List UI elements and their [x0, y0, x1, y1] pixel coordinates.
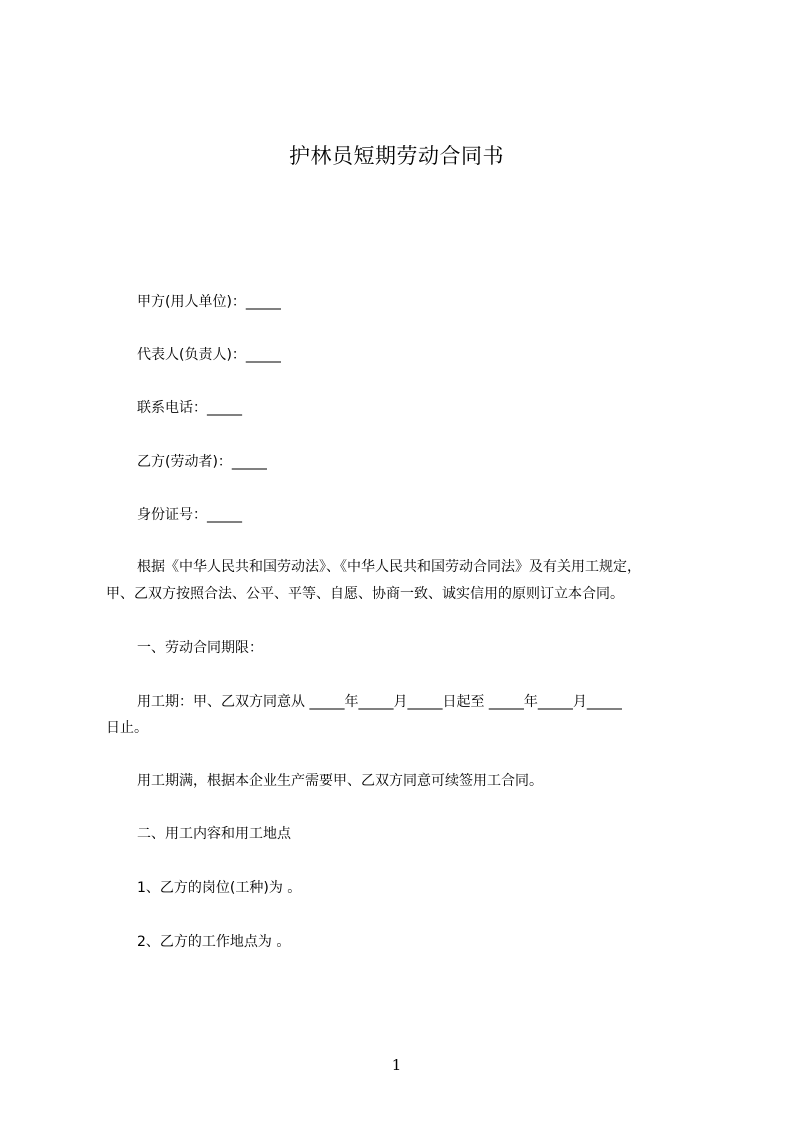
representative-field: 代表人(负责人)：_____ — [137, 347, 281, 363]
party-a-field: 甲方(用人单位)：_____ — [137, 294, 281, 310]
preamble-line-2: 甲、乙双方按照合法、公平、平等、自愿、协商一致、诚实信用的原则订立本合同。 — [106, 586, 624, 602]
document-title: 护林员短期劳动合同书 — [289, 144, 504, 168]
party-b-field: 乙方(劳动者)：_____ — [137, 454, 267, 470]
phone-field: 联系电话：_____ — [137, 400, 242, 416]
section-2-item-1: 1、乙方的岗位(工种)为 。 — [137, 880, 302, 896]
id-number-field: 身份证号：_____ — [137, 507, 242, 523]
section-2-heading: 二、用工内容和用工地点 — [137, 826, 291, 842]
section-1-heading: 一、劳动合同期限： — [137, 640, 263, 656]
section-2-item-2: 2、乙方的工作地点为 。 — [137, 934, 291, 950]
page-number: 1 — [391, 1056, 402, 1074]
preamble-line-1: 根据《中华人民共和国劳动法》、《中华人民共和国劳动合同法》及有关用工规定， — [137, 559, 641, 575]
term-line-1: 用工期：甲、乙双方同意从 _____年_____月_____日起至 _____年_____月_____ — [137, 694, 622, 710]
renewal-clause: 用工期满，根据本企业生产需要甲、乙双方同意可续签用工合同。 — [137, 773, 543, 789]
term-line-2: 日止。 — [106, 720, 148, 736]
